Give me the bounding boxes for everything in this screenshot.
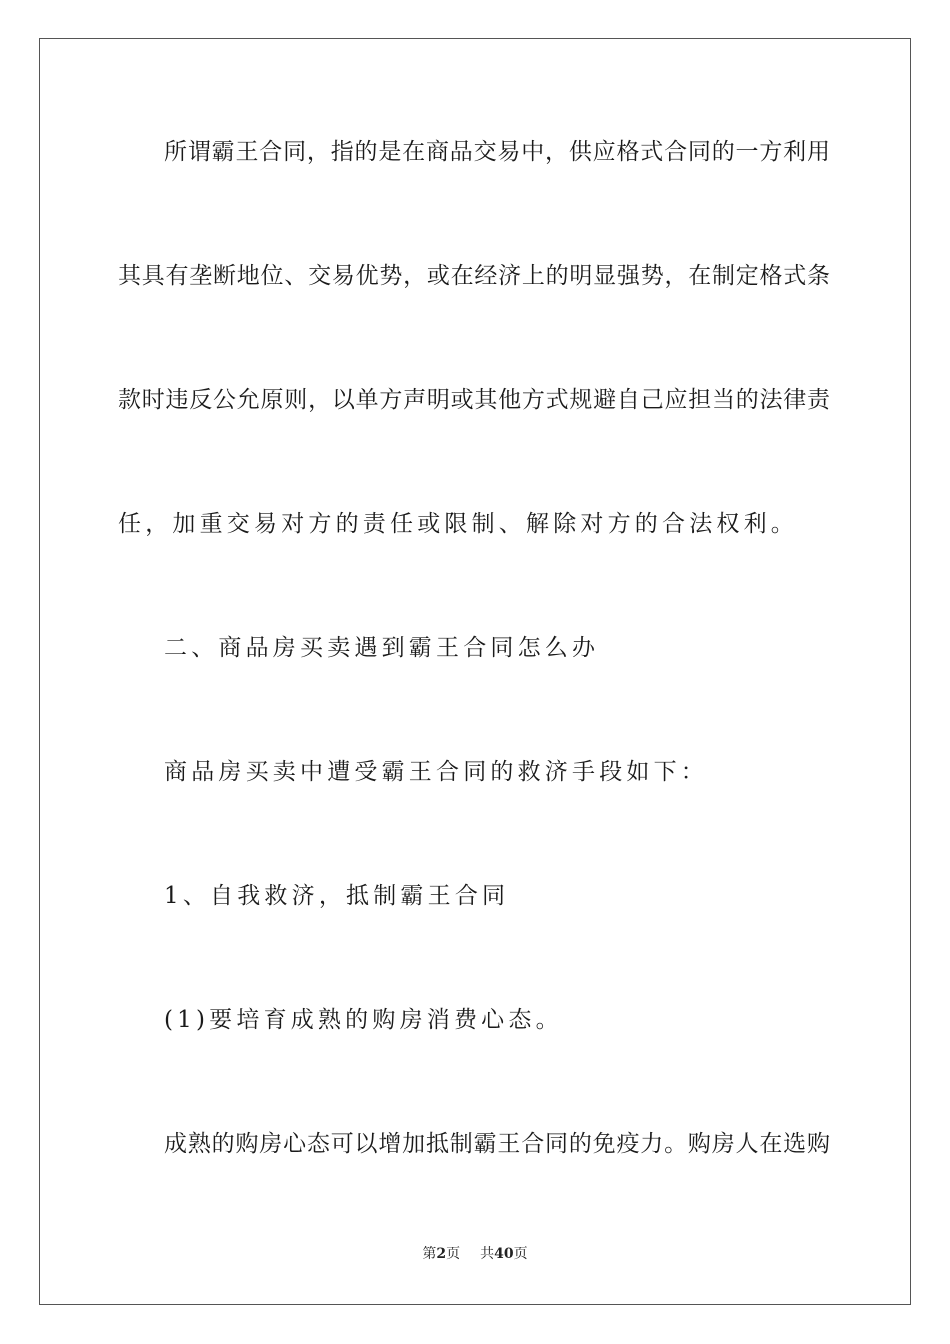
section-heading: 二、商品房买卖遇到霸王合同怎么办 — [164, 635, 600, 661]
total-suffix: 页 — [513, 1246, 528, 1262]
total-prefix: 共 — [480, 1246, 495, 1262]
paragraph-line-2: 其具有垄断地位、交易优势，或在经济上的明显强势，在制定格式条 — [118, 263, 830, 289]
paragraph-line-5: 商品房买卖中遭受霸王合同的救济手段如下： — [164, 759, 708, 785]
current-page-number: 2 — [436, 1246, 447, 1262]
paragraph-line-4: 任，加重交易对方的责任或限制、解除对方的合法权利。 — [118, 511, 798, 537]
paragraph-line-3: 款时违反公允原则，以单方声明或其他方式规避自己应担当的法律责 — [118, 387, 830, 413]
subheading-1-1: (1)要培育成熟的购房消费心态。 — [164, 1007, 563, 1033]
subheading-1: 1、自我救济，抵制霸王合同 — [164, 883, 510, 909]
page-suffix: 页 — [446, 1246, 461, 1262]
page-footer — [0, 1245, 950, 1263]
total-pages-number: 40 — [494, 1246, 514, 1262]
paragraph-line-1: 所谓霸王合同，指的是在商品交易中，供应格式合同的一方利用 — [164, 139, 830, 165]
paragraph-line-6: 成熟的购房心态可以增加抵制霸王合同的免疫力。购房人在选购 — [164, 1131, 830, 1157]
page-prefix: 第 — [422, 1246, 437, 1262]
page-border — [39, 38, 911, 1305]
